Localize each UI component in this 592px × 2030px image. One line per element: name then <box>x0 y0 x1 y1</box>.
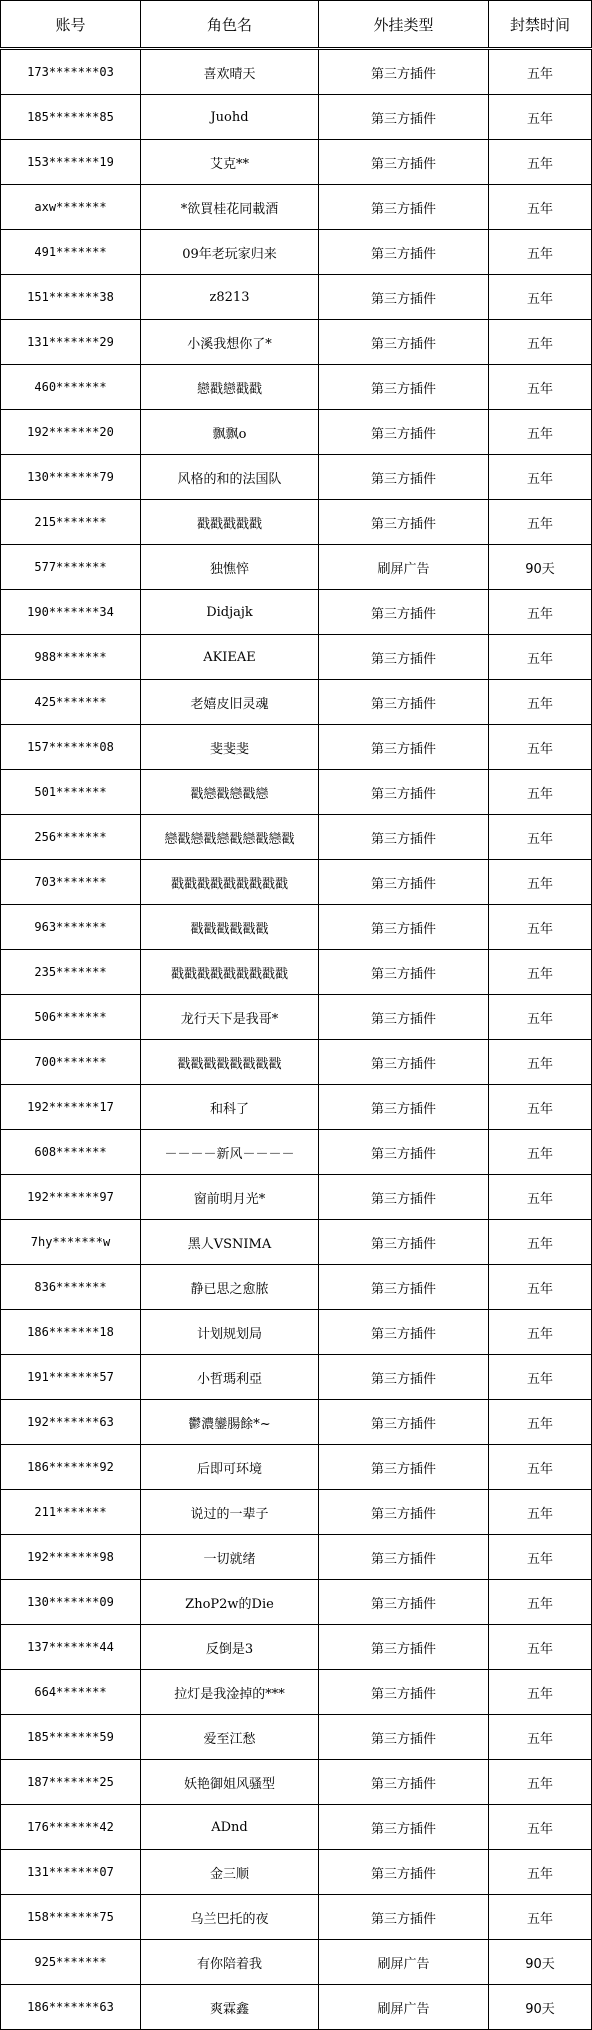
ban-duration-cell: 五年 <box>489 1265 592 1310</box>
account-cell: 192*******20 <box>1 410 141 455</box>
table-row <box>1 185 592 230</box>
table-row <box>1 680 592 725</box>
account-cell: 190*******34 <box>1 590 141 635</box>
role-name-cell: 有你陪着我 <box>141 1940 319 1985</box>
cheat-type-cell: 刷屏广告 <box>319 1940 489 1985</box>
role-name-cell: 鬱濃鑾腸餘*~ <box>141 1400 319 1445</box>
role-name-cell: 后即可环境 <box>141 1445 319 1490</box>
table-row <box>1 860 592 905</box>
ban-duration-cell: 五年 <box>489 1355 592 1400</box>
cheat-type-cell: 第三方插件 <box>319 230 489 275</box>
ban-duration-cell: 90天 <box>489 1985 592 2030</box>
cheat-type-cell: 第三方插件 <box>319 410 489 455</box>
ban-duration-cell: 五年 <box>489 1670 592 1715</box>
role-name-cell: 说过的一辈子 <box>141 1490 319 1535</box>
cheat-type-cell: 第三方插件 <box>319 500 489 545</box>
role-name-cell: 斐斐斐 <box>141 725 319 770</box>
account-cell: 256******* <box>1 815 141 860</box>
ban-duration-cell: 五年 <box>489 1130 592 1175</box>
role-name-cell: Didjajk <box>141 590 319 635</box>
account-cell: 577******* <box>1 545 141 590</box>
cheat-type-cell: 第三方插件 <box>319 860 489 905</box>
cheat-type-cell: 第三方插件 <box>319 725 489 770</box>
account-cell: 187*******25 <box>1 1760 141 1805</box>
ban-duration-cell: 五年 <box>489 1085 592 1130</box>
cheat-type-cell: 第三方插件 <box>319 1130 489 1175</box>
table-row <box>1 770 592 815</box>
role-name-cell: 乌兰巴托的夜 <box>141 1895 319 1940</box>
header-role-name: 角色名 <box>141 1 319 49</box>
role-name-cell: 独憔悴 <box>141 545 319 590</box>
table-row <box>1 455 592 500</box>
role-name-cell: 一切就绪 <box>141 1535 319 1580</box>
ban-duration-cell: 五年 <box>489 1715 592 1760</box>
ban-duration-cell: 五年 <box>489 410 592 455</box>
table-row <box>1 1265 592 1310</box>
table-row <box>1 1580 592 1625</box>
table-row <box>1 49 592 95</box>
cheat-type-cell: 第三方插件 <box>319 635 489 680</box>
account-cell: 608******* <box>1 1130 141 1175</box>
account-cell: 186*******63 <box>1 1985 141 2030</box>
cheat-type-cell: 第三方插件 <box>319 1805 489 1850</box>
cheat-type-cell: 第三方插件 <box>319 905 489 950</box>
ban-duration-cell: 五年 <box>489 995 592 1040</box>
ban-duration-cell: 五年 <box>489 1535 592 1580</box>
account-cell: 176*******42 <box>1 1805 141 1850</box>
account-cell: 185*******85 <box>1 95 141 140</box>
ban-duration-cell: 五年 <box>489 365 592 410</box>
role-name-cell: 金三顺 <box>141 1850 319 1895</box>
role-name-cell: 戳戳戳戳戳 <box>141 500 319 545</box>
table-row <box>1 1490 592 1535</box>
table-row <box>1 230 592 275</box>
cheat-type-cell: 第三方插件 <box>319 1760 489 1805</box>
account-cell: 158*******75 <box>1 1895 141 1940</box>
cheat-type-cell: 第三方插件 <box>319 1175 489 1220</box>
role-name-cell: 戀戳戀戳戳 <box>141 365 319 410</box>
cheat-type-cell: 第三方插件 <box>319 1850 489 1895</box>
table-row <box>1 815 592 860</box>
table-row <box>1 275 592 320</box>
table-row <box>1 635 592 680</box>
account-cell: 7hy*******w <box>1 1220 141 1265</box>
account-cell: 186*******92 <box>1 1445 141 1490</box>
table-header <box>1 1 592 49</box>
role-name-cell: 小溪我想你了* <box>141 320 319 365</box>
account-cell: 836******* <box>1 1265 141 1310</box>
account-cell: 130*******09 <box>1 1580 141 1625</box>
table-row <box>1 1445 592 1490</box>
ban-duration-cell: 五年 <box>489 1400 592 1445</box>
ban-duration-cell: 90天 <box>489 1940 592 1985</box>
ban-duration-cell: 五年 <box>489 1895 592 1940</box>
ban-duration-cell: 五年 <box>489 680 592 725</box>
ban-duration-cell: 五年 <box>489 1040 592 1085</box>
ban-duration-cell: 五年 <box>489 905 592 950</box>
cheat-type-cell: 第三方插件 <box>319 1895 489 1940</box>
account-cell: 185*******59 <box>1 1715 141 1760</box>
ban-duration-cell: 五年 <box>489 185 592 230</box>
account-cell: 137*******44 <box>1 1625 141 1670</box>
account-cell: 963******* <box>1 905 141 950</box>
table-row <box>1 1760 592 1805</box>
ban-duration-cell: 五年 <box>489 1445 592 1490</box>
account-cell: 151*******38 <box>1 275 141 320</box>
ban-duration-cell: 五年 <box>489 1175 592 1220</box>
account-cell: 506******* <box>1 995 141 1040</box>
table-row <box>1 1220 592 1265</box>
table-row <box>1 1355 592 1400</box>
cheat-type-cell: 第三方插件 <box>319 1490 489 1535</box>
table-row <box>1 140 592 185</box>
ban-duration-cell: 五年 <box>489 95 592 140</box>
account-cell: 157*******08 <box>1 725 141 770</box>
role-name-cell: 戀戳戀戳戀戳戀戳戀戳 <box>141 815 319 860</box>
role-name-cell: 和科了 <box>141 1085 319 1130</box>
role-name-cell: 戳戳戳戳戳戳戳戳 <box>141 1040 319 1085</box>
header-cheat-type: 外挂类型 <box>319 1 489 49</box>
ban-duration-cell: 五年 <box>489 725 592 770</box>
role-name-cell: 计划规划局 <box>141 1310 319 1355</box>
account-cell: 664******* <box>1 1670 141 1715</box>
cheat-type-cell: 第三方插件 <box>319 140 489 185</box>
table-row <box>1 1040 592 1085</box>
ban-duration-cell: 五年 <box>489 275 592 320</box>
ban-duration-cell: 五年 <box>489 1580 592 1625</box>
table-row <box>1 725 592 770</box>
account-cell: 186*******18 <box>1 1310 141 1355</box>
table-row <box>1 1805 592 1850</box>
ban-duration-cell: 五年 <box>489 320 592 365</box>
ban-duration-cell: 五年 <box>489 1805 592 1850</box>
role-name-cell: 风格的和的法国队 <box>141 455 319 500</box>
ban-duration-cell: 五年 <box>489 49 592 95</box>
account-cell: 988******* <box>1 635 141 680</box>
role-name-cell: 喜欢晴天 <box>141 49 319 95</box>
table-row <box>1 545 592 590</box>
ban-duration-cell: 五年 <box>489 860 592 905</box>
table-row <box>1 320 592 365</box>
account-cell: 211******* <box>1 1490 141 1535</box>
ban-duration-cell: 五年 <box>489 770 592 815</box>
account-cell: 153*******19 <box>1 140 141 185</box>
table-row <box>1 365 592 410</box>
role-name-cell: AKIEAE <box>141 635 319 680</box>
account-cell: 215******* <box>1 500 141 545</box>
role-name-cell: *欲買桂花同載酒 <box>141 185 319 230</box>
table-row <box>1 590 592 635</box>
account-cell: 491******* <box>1 230 141 275</box>
role-name-cell: 老嬉皮旧灵魂 <box>141 680 319 725</box>
role-name-cell: 龙行天下是我哥* <box>141 995 319 1040</box>
cheat-type-cell: 第三方插件 <box>319 1670 489 1715</box>
table-row <box>1 1985 592 2030</box>
role-name-cell: 黑人VSNIMA <box>141 1220 319 1265</box>
header-account: 账号 <box>1 1 141 49</box>
cheat-type-cell: 第三方插件 <box>319 1625 489 1670</box>
role-name-cell: －－－－新风－－－－ <box>141 1130 319 1175</box>
table-row <box>1 1310 592 1355</box>
table-body <box>1 49 592 2030</box>
cheat-type-cell: 第三方插件 <box>319 95 489 140</box>
cheat-type-cell: 第三方插件 <box>319 1220 489 1265</box>
cheat-type-cell: 刷屏广告 <box>319 545 489 590</box>
ban-duration-cell: 五年 <box>489 140 592 185</box>
ban-duration-cell: 五年 <box>489 230 592 275</box>
account-cell: 192*******97 <box>1 1175 141 1220</box>
table-row <box>1 410 592 455</box>
ban-duration-cell: 五年 <box>489 1220 592 1265</box>
table-row <box>1 1535 592 1580</box>
cheat-type-cell: 第三方插件 <box>319 1580 489 1625</box>
cheat-type-cell: 刷屏广告 <box>319 1985 489 2030</box>
cheat-type-cell: 第三方插件 <box>319 815 489 860</box>
table-row <box>1 905 592 950</box>
role-name-cell: 小哲瑪利亞 <box>141 1355 319 1400</box>
role-name-cell: ADnd <box>141 1805 319 1850</box>
table-row <box>1 1670 592 1715</box>
role-name-cell: 爱至江愁 <box>141 1715 319 1760</box>
cheat-type-cell: 第三方插件 <box>319 1265 489 1310</box>
cheat-type-cell: 第三方插件 <box>319 320 489 365</box>
cheat-type-cell: 第三方插件 <box>319 275 489 320</box>
role-name-cell: 戳戳戳戳戳戳 <box>141 905 319 950</box>
account-cell: 501******* <box>1 770 141 815</box>
role-name-cell: 妖艳御姐风骚型 <box>141 1760 319 1805</box>
table-row <box>1 1400 592 1445</box>
table-row <box>1 1085 592 1130</box>
role-name-cell: 飘飘o <box>141 410 319 455</box>
role-name-cell: 艾克** <box>141 140 319 185</box>
account-cell: 191*******57 <box>1 1355 141 1400</box>
role-name-cell: ZhoP2w的Die <box>141 1580 319 1625</box>
header-ban-duration: 封禁时间 <box>489 1 592 49</box>
account-cell: 925******* <box>1 1940 141 1985</box>
ban-duration-cell: 五年 <box>489 1850 592 1895</box>
table-row <box>1 1625 592 1670</box>
cheat-type-cell: 第三方插件 <box>319 1535 489 1580</box>
table-row <box>1 95 592 140</box>
account-cell: 131*******29 <box>1 320 141 365</box>
cheat-type-cell: 第三方插件 <box>319 680 489 725</box>
cheat-type-cell: 第三方插件 <box>319 1040 489 1085</box>
table-row <box>1 950 592 995</box>
ban-duration-cell: 五年 <box>489 1490 592 1535</box>
account-cell: 703******* <box>1 860 141 905</box>
account-cell: 192*******63 <box>1 1400 141 1445</box>
cheat-type-cell: 第三方插件 <box>319 590 489 635</box>
ban-duration-cell: 五年 <box>489 500 592 545</box>
role-name-cell: 09年老玩家归来 <box>141 230 319 275</box>
ban-duration-cell: 五年 <box>489 950 592 995</box>
cheat-type-cell: 第三方插件 <box>319 49 489 95</box>
ban-duration-cell: 五年 <box>489 1310 592 1355</box>
table-row <box>1 1940 592 1985</box>
ban-duration-cell: 五年 <box>489 1760 592 1805</box>
ban-duration-cell: 五年 <box>489 455 592 500</box>
cheat-type-cell: 第三方插件 <box>319 770 489 815</box>
account-cell: 173*******03 <box>1 49 141 95</box>
ban-duration-cell: 五年 <box>489 635 592 680</box>
role-name-cell: 窗前明月光* <box>141 1175 319 1220</box>
ban-duration-cell: 90天 <box>489 545 592 590</box>
table-row <box>1 1715 592 1760</box>
cheat-type-cell: 第三方插件 <box>319 1445 489 1490</box>
role-name-cell: 爽霖鑫 <box>141 1985 319 2030</box>
role-name-cell: z8213 <box>141 275 319 320</box>
account-cell: 460******* <box>1 365 141 410</box>
cheat-type-cell: 第三方插件 <box>319 995 489 1040</box>
ban-duration-cell: 五年 <box>489 815 592 860</box>
cheat-type-cell: 第三方插件 <box>319 950 489 995</box>
role-name-cell: 反倒是3 <box>141 1625 319 1670</box>
account-cell: 700******* <box>1 1040 141 1085</box>
account-cell: 235******* <box>1 950 141 995</box>
table-row <box>1 500 592 545</box>
table-row <box>1 995 592 1040</box>
ban-duration-cell: 五年 <box>489 1625 592 1670</box>
cheat-type-cell: 第三方插件 <box>319 1400 489 1445</box>
cheat-type-cell: 第三方插件 <box>319 185 489 230</box>
header-row <box>1 1 592 49</box>
cheat-type-cell: 第三方插件 <box>319 1355 489 1400</box>
cheat-type-cell: 第三方插件 <box>319 1715 489 1760</box>
account-cell: axw******* <box>1 185 141 230</box>
cheat-type-cell: 第三方插件 <box>319 455 489 500</box>
table-row <box>1 1895 592 1940</box>
cheat-type-cell: 第三方插件 <box>319 365 489 410</box>
cheat-type-cell: 第三方插件 <box>319 1085 489 1130</box>
account-cell: 192*******98 <box>1 1535 141 1580</box>
account-cell: 131*******07 <box>1 1850 141 1895</box>
table-row <box>1 1130 592 1175</box>
account-cell: 192*******17 <box>1 1085 141 1130</box>
table-row <box>1 1175 592 1220</box>
table-row <box>1 1850 592 1895</box>
role-name-cell: 戳戳戳戳戳戳戳戳戳 <box>141 860 319 905</box>
role-name-cell: Juohd <box>141 95 319 140</box>
role-name-cell: 戳戳戳戳戳戳戳戳戳 <box>141 950 319 995</box>
ban-duration-cell: 五年 <box>489 590 592 635</box>
account-cell: 130*******79 <box>1 455 141 500</box>
role-name-cell: 静已思之愈脓 <box>141 1265 319 1310</box>
role-name-cell: 戳戀戳戀戳戀 <box>141 770 319 815</box>
account-cell: 425******* <box>1 680 141 725</box>
cheat-type-cell: 第三方插件 <box>319 1310 489 1355</box>
role-name-cell: 拉灯是我淦掉的*** <box>141 1670 319 1715</box>
